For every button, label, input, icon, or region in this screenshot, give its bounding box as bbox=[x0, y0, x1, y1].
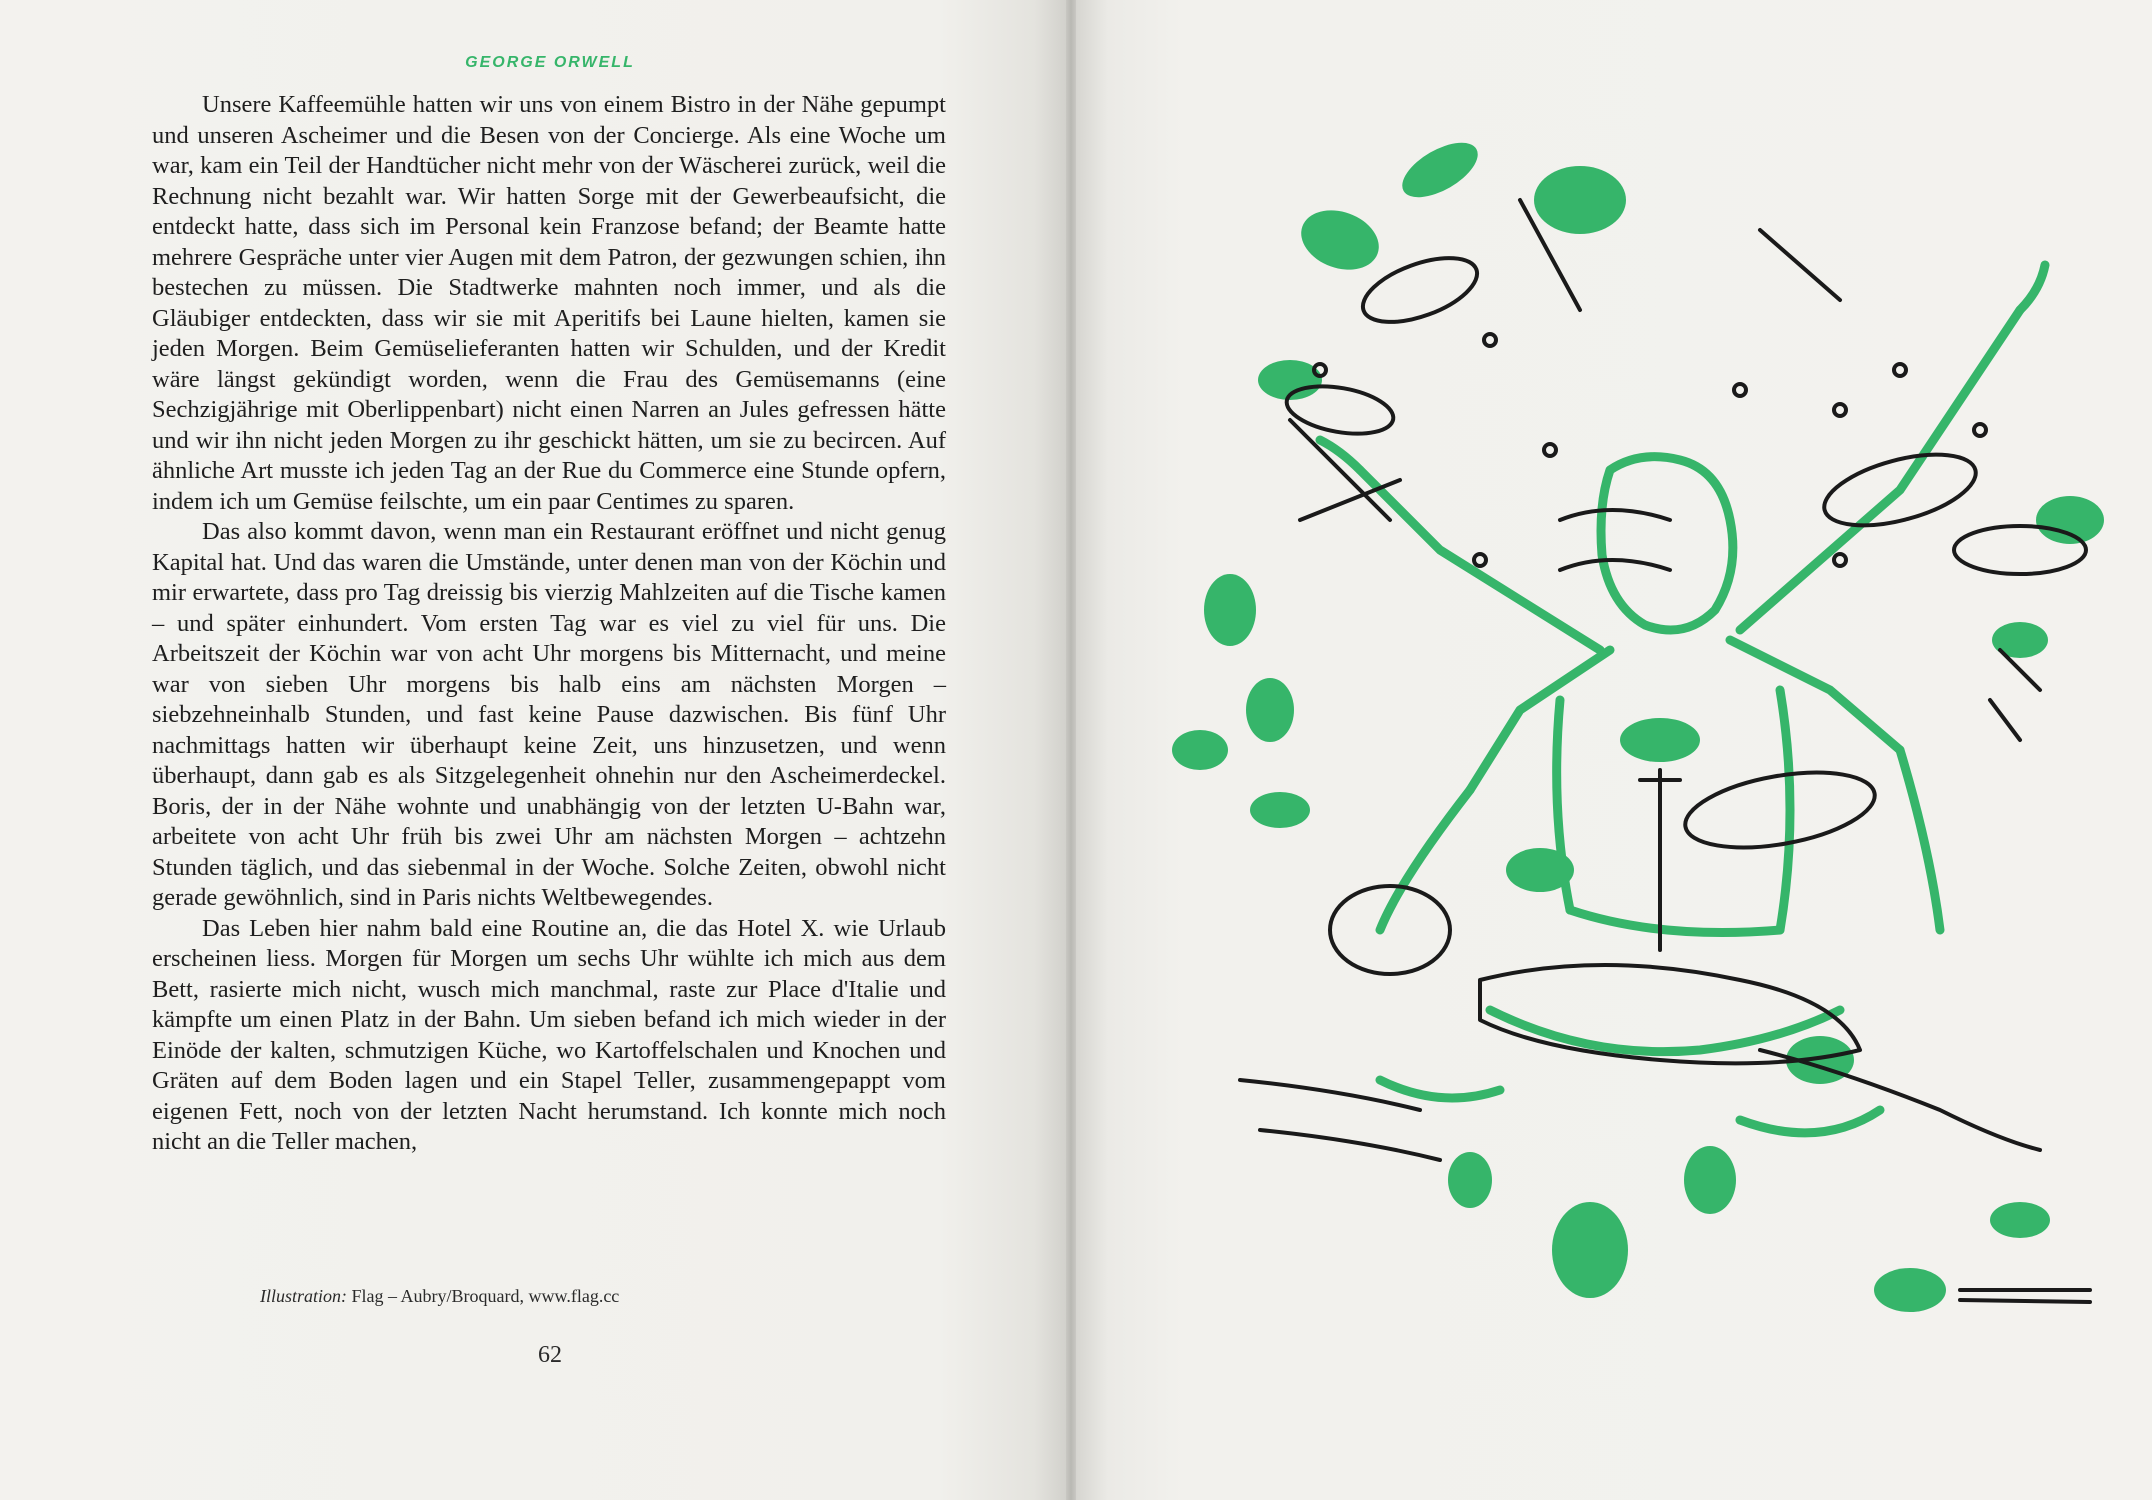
paragraph-2: Das also kommt davon, wenn man ein Restaurant eröffnet und nicht genug Kapital hat. Und das waren die Umstände, unter denen man von der Köchin und mir erwartete, dass pro Tag dreissig bis vierzig Mahlzeiten auf die Tische kamen – und später einhundert. Vom ersten Tag war es viel zu viel für uns. Die Arbeitszeit der Köchin war von acht Uhr morgens bis Mitternacht, und meine war von sieben Uhr morgens bis halb eins am nächsten Morgen – siebzehneinhalb Stunden, und fast keine Pause dazwischen. Bis fünf Uhr nachmittags hatten wir überhaupt keine Zeit, uns hinzusetzen, und wenn überhaupt, dann gab es als Sitzgelegenheit ohnehin nur den Ascheimerdeckel. Boris, der in der Nähe wohnte und unabhängig von der letzten U-Bahn war, arbeitete von acht Uhr früh bis zwei Uhr am nächsten Morgen – achtzehn Stunden täglich, und das siebenmal in der Woche. Solche Zeiten, obwohl nicht gerade gewöhnlich, sind in Paris nichts Weltbewegendes. bbox=[152, 518, 946, 911]
illustration-credit bbox=[260, 1286, 619, 1307]
running-head: GEORGE ORWELL bbox=[465, 54, 635, 71]
paragraph-1: Unsere Kaffeemühle hatten wir uns von einem Bistro in der Nähe gepumpt und unseren Ascheimer und die Besen von der Concierge. Als eine Woche um war, kam ein Teil der Handtücher nicht mehr von der Wäscherei zurück, weil die Rechnung nicht bezahlt war. Wir hatten Sorge mit der Gewerbeaufsicht, die entdeckt hatte, dass sich im Personal kein Franzose befand; der Beamte hatte mehrere Gespräche unter vier Augen mit dem Patron, der gezwungen schien, ihn bestechen zu müssen. Die Stadtwerke mahnten noch immer, und als die Gläubiger entdeckten, dass wir sie mit Aperitifs bei Laune hielten, kamen sie jeden Morgen. Beim Gemüselieferanten hatten wir Schulden, und der Kredit wäre längst gekündigt worden, wenn die Frau des Gemüsemanns (eine Sechzigjährige mit Oberlippenbart) nicht einen Narren an Jules gefressen hätte und wir ihn nicht jeden Morgen zu ihr geschickt hätten, um sie zu becircen. Auf ähnliche Art musste ich jeden Tag an der Rue du Commerce eine Stunde opfern, indem ich um Gemüse feilschte, um ein paar Centimes zu sparen. bbox=[152, 91, 946, 515]
left-page bbox=[0, 0, 1066, 1500]
illustration-drawing bbox=[1140, 50, 2140, 1430]
paragraph-3: Das Leben hier nahm bald eine Routine an, die das Hotel X. wie Urlaub erscheinen liess. Morgen für Morgen um sechs Uhr wühlte ich mich aus dem Bett, rasierte mich nicht, wusch mich manchmal, raste zur Place d'Italie und kämpfte um einen Platz in der Bahn. Um sieben befand ich mich wieder in der Einöde der kalten, schmutzigen Küche, wo Kartoffelschalen und Knochen und Gräten auf dem Boden lagen und ein Stapel Teller, zusammengepappt vom eigenen Fett, noch von der letzten Nacht herumstand. Ich konnte mich noch nicht an die Teller machen, bbox=[152, 914, 946, 1155]
kitchen-chaos-illustration bbox=[1140, 50, 2140, 1430]
credit-label: Illustration: bbox=[260, 1286, 348, 1306]
page-number: 62 bbox=[538, 1342, 562, 1368]
credit-text: Flag – Aubry/Broquard, www.flag.cc bbox=[351, 1286, 620, 1306]
body-text bbox=[152, 90, 946, 1158]
book-gutter bbox=[1066, 0, 1076, 1500]
